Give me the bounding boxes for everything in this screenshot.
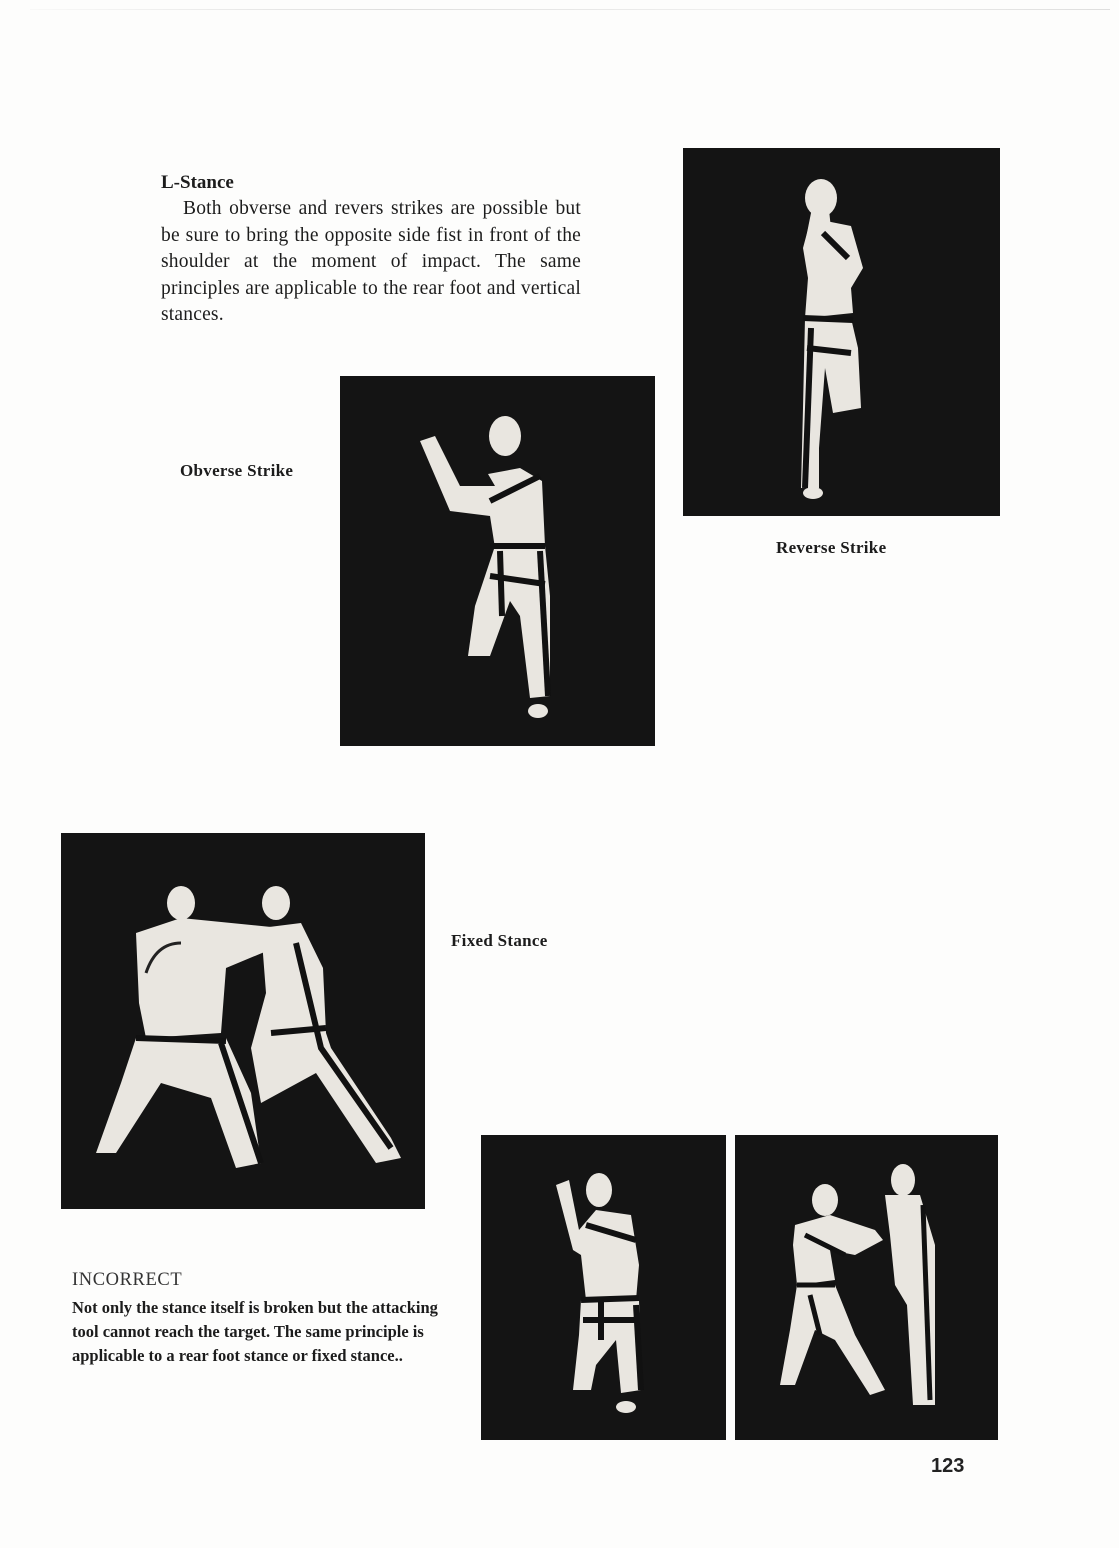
section-body: Both obverse and revers strikes are possible but be sure to bring the opposite side fist in front of the shoulder at the moment of impact. The same principles are applicable to the rear foot and vertical stances.: [161, 198, 581, 325]
incorrect-pair-photo: [735, 1135, 998, 1440]
reverse-strike-photo: [683, 148, 1000, 516]
fixed-stance-caption: Fixed Stance: [451, 931, 548, 950]
scan-edge-line: [30, 9, 1110, 10]
fixed-stance-photo: [61, 833, 425, 1209]
incorrect-body: Not only the stance itself is broken but the attacking tool cannot reach the target. The same principle is applicable to a rear foot stance or fixed stance..: [72, 1298, 438, 1365]
obverse-strike-photo: [340, 376, 655, 746]
page-number: 123: [931, 1455, 965, 1477]
incorrect-single-photo: [481, 1135, 726, 1440]
reverse-strike-caption: Reverse Strike: [776, 538, 887, 557]
incorrect-title: INCORRECT: [72, 1270, 183, 1290]
section-heading: L-Stance: [161, 172, 234, 193]
obverse-strike-caption: Obverse Strike: [180, 461, 294, 480]
